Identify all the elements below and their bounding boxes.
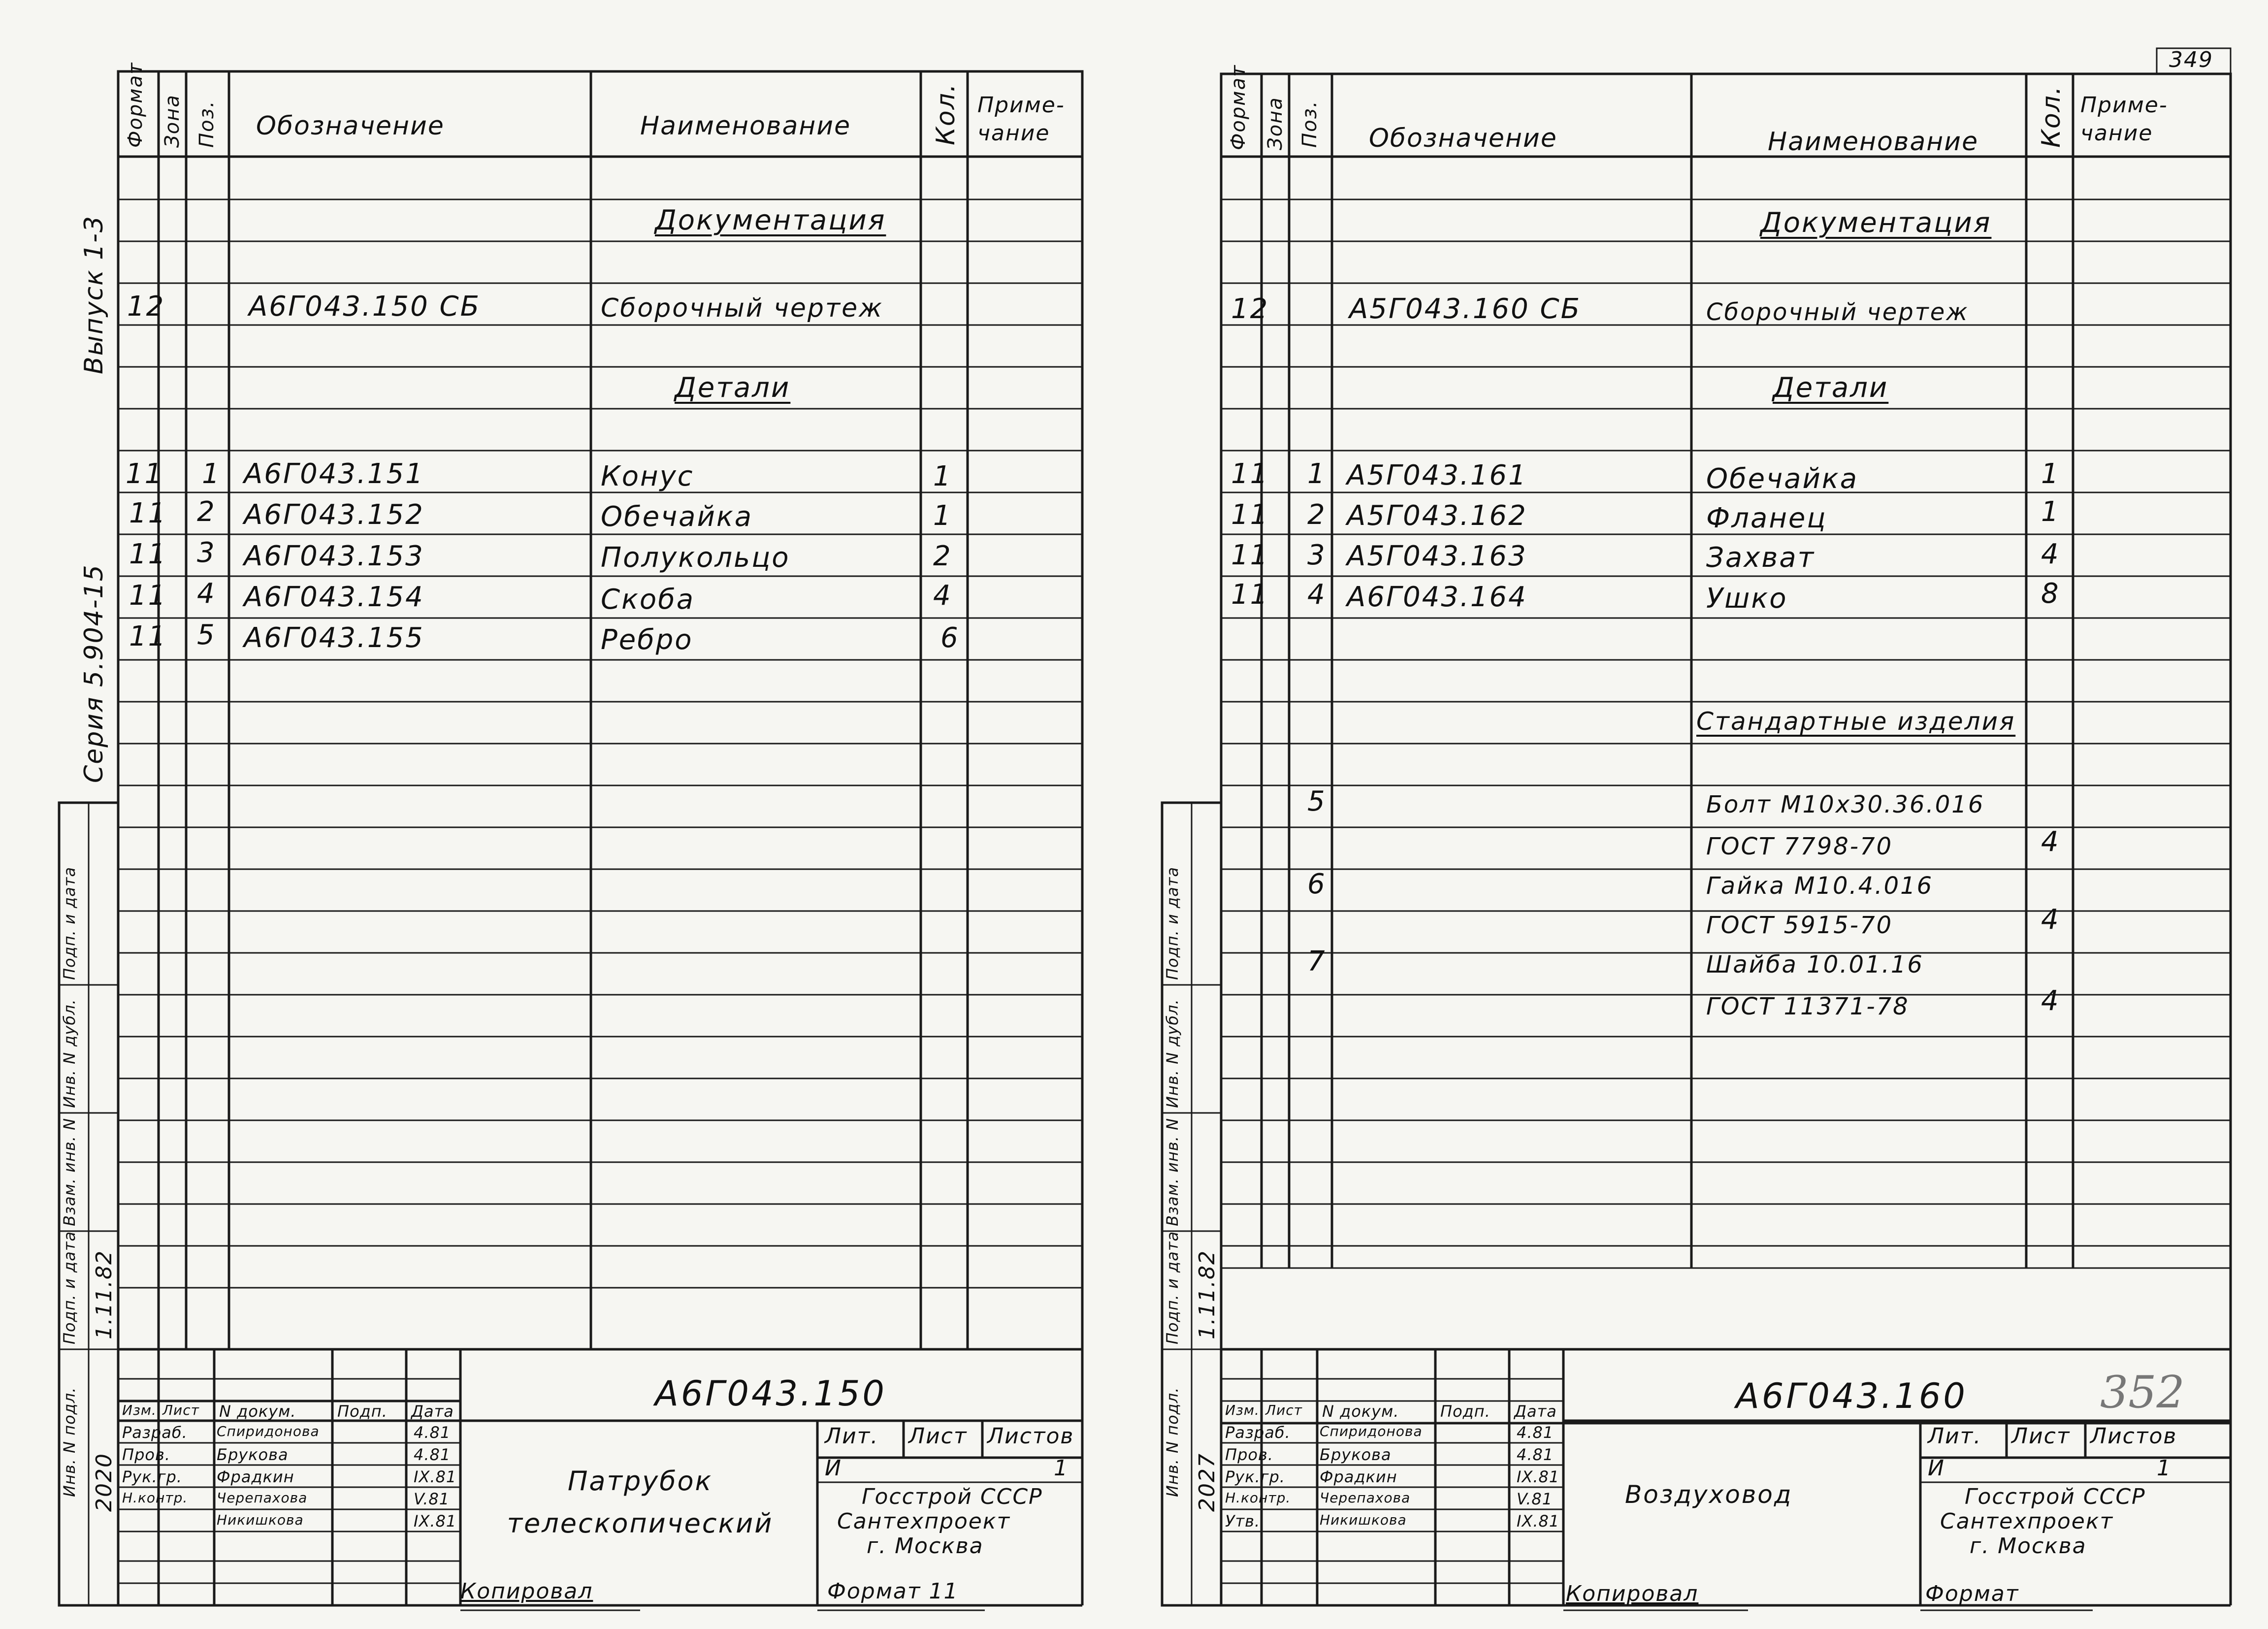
spec-format: 12 [127,291,165,323]
side-inv-no: 2027 [1195,1453,1220,1512]
spec-designation: А5Г043.163 [1347,540,1527,572]
side-dup: Инв. N дубл. [1163,999,1182,1108]
tb-copied: Копировал [460,1579,593,1604]
tb-head-doc: N докум. [1322,1402,1399,1421]
tb-head-list: Лист [162,1402,199,1418]
side-date-hand: 1.11.82 [92,1250,117,1339]
tb-listov-val: 1 [1054,1456,1069,1481]
side-date-hand: 1.11.82 [1195,1250,1220,1339]
spec-heading: Детали [675,372,791,404]
page-stamp: 352 [2100,1367,2185,1418]
spec-name: Фланец [1706,502,1827,534]
header-zone: Зона [1264,97,1287,150]
header-pos: Поз. [1298,100,1321,148]
tb-role-name: Спиридонова [217,1423,320,1439]
spec-format: 11 [1231,458,1269,490]
side-sig-date: Подп. и дата [1163,867,1182,980]
side-zam: Взам. инв. N [1163,1118,1182,1226]
tb-role: Пров. [122,1445,170,1464]
header-designation: Обозначение [1369,124,1557,153]
tb-head-date: Дата [1514,1402,1557,1421]
tb-product: Воздуховод [1625,1480,1793,1509]
spec-format: 11 [1231,539,1269,571]
spec-pos: 2 [1307,499,1327,531]
tb-org1: Госстрой СССР [862,1484,1043,1509]
spec-format: 11 [126,458,164,490]
tb-product: Патрубок телескопический [507,1466,774,1539]
spec-name: Обечайка [601,501,753,533]
tb-role: Утв. [1225,1512,1261,1531]
tb-designation: А6Г043.160 [1736,1376,1968,1416]
spec-format: 11 [1231,499,1269,531]
spec-pos: 4 [1307,579,1327,611]
tb-role-name: Фрадкин [1320,1467,1397,1486]
spec-pos: 3 [1307,539,1327,571]
tb-role-name: Спиридонова [1320,1423,1423,1439]
spec-designation: А5Г043.162 [1347,500,1527,532]
tb-head-list: Лист [1265,1402,1302,1418]
side-inv: Инв. N подл. [1163,1387,1182,1497]
tb-role-date: 4.81 [414,1445,451,1464]
tb-role-date: IX.81 [1517,1512,1560,1531]
tb-role-name: Черепахова [1320,1490,1411,1506]
tb-copied: Копировал [1566,1581,1699,1606]
tb-role-name: Брукова [1320,1445,1392,1464]
spec-qty: 1 [2041,458,2060,490]
header-name: Наименование [1768,127,1979,157]
spec-designation: А6Г043.152 [244,499,424,531]
tb-lit: Лит. [825,1424,879,1449]
spec-qty: 4 [2041,985,2060,1017]
grid-lines-left [0,0,1133,1629]
tb-org2: Сантехпроект [837,1509,1011,1534]
tb-role-date: 4.81 [414,1423,451,1442]
spec-designation: А5Г043.160 СБ [1349,293,1582,325]
tb-lit-val: И [1928,1456,1945,1481]
spec-qty: 4 [2041,904,2060,936]
spec-heading: Документация [1760,207,1992,239]
spec-name: Полукольцо [601,542,790,574]
tb-role-name: Брукова [217,1445,289,1464]
spec-designation: А6Г043.150 СБ [249,291,481,323]
spec-format: 11 [129,620,167,652]
spec-name: Гайка М10.4.016 [1706,872,1934,900]
tb-role: Н.контр. [122,1490,188,1506]
tb-head-izm: Изм. [1225,1402,1260,1418]
tb-listov: Листов [987,1424,1074,1449]
tb-org3: г. Москва [867,1533,984,1559]
spec-format: 11 [129,580,167,612]
spec-format: 11 [1231,579,1269,611]
spec-name: Обечайка [1706,463,1859,495]
tb-role-date: V.81 [414,1490,450,1508]
tb-role: Рук.гр. [1225,1467,1286,1486]
spec-pos: 3 [197,537,216,569]
side-sig-date: Подп. и дата [60,867,79,980]
tb-role: Рук.гр. [122,1467,183,1486]
tb-role-date: 4.81 [1517,1445,1554,1464]
tb-format: Формат [1925,1581,2019,1606]
spec-pos: 5 [197,619,216,651]
spec-name: ГОСТ 7798-70 [1706,833,1893,860]
header-designation: Обозначение [256,111,445,141]
grid-lines-right [1133,0,2268,1629]
spec-designation: А6Г043.154 [244,581,424,613]
tb-listov: Листов [2090,1424,2177,1449]
tb-list: Лист [2011,1424,2071,1449]
spec-pos: 7 [1307,945,1327,977]
spec-pos: 4 [197,578,216,610]
spec-pos: 6 [1307,868,1327,900]
spec-designation: А6Г043.155 [244,622,424,654]
side-inv-no: 2020 [92,1453,117,1512]
side-zam: Взам. инв. N [60,1118,79,1226]
spec-heading: Стандартные изделия [1696,707,2016,736]
tb-role-name: Никишкова [1320,1512,1407,1528]
tb-role: Разраб. [1225,1423,1291,1442]
header-format: Формат [124,62,147,148]
sheet-left [0,0,1133,1629]
side-inv: Инв. N подл. [60,1387,79,1497]
side-dup: Инв. N дубл. [60,999,79,1108]
spec-name: Сборочный чертеж [601,293,883,323]
spec-pos: 2 [197,496,216,528]
sheet-right [1133,0,2268,1629]
spec-qty: 1 [933,500,952,532]
header-name: Наименование [640,111,851,141]
spec-heading: Документация [655,204,886,236]
spec-pos: 1 [1307,458,1327,490]
tb-role: Разраб. [122,1423,188,1442]
spec-name: ГОСТ 11371-78 [1706,993,1910,1020]
header-qty: Кол. [931,83,961,145]
tb-head-date: Дата [411,1402,454,1421]
spec-designation: А6Г043.164 [1347,581,1527,613]
spec-qty: 4 [2041,826,2060,858]
tb-role-name: Никишкова [217,1512,304,1528]
spec-qty: 8 [2041,578,2060,610]
tb-head-sign: Подп. [1440,1402,1490,1421]
header-note: Приме-чание [2080,93,2168,146]
spec-name: Захват [1706,542,1815,574]
spec-qty: 1 [2041,496,2060,528]
spec-name: Ушко [1706,583,1788,615]
spec-name: Сборочный чертеж [1706,298,1969,326]
tb-org1: Госстрой СССР [1965,1484,2146,1509]
tb-role: Пров. [1225,1445,1273,1464]
header-pos: Поз. [195,100,218,148]
tb-role-name: Черепахова [217,1490,308,1506]
tb-head-sign: Подп. [337,1402,388,1421]
spec-qty: 4 [2041,538,2060,570]
spec-format: 12 [1231,293,1269,325]
tb-role-date: IX.81 [1517,1467,1560,1486]
tb-listov-val: 1 [2157,1456,2171,1481]
tb-role-date: 4.81 [1517,1423,1554,1442]
spec-qty: 4 [933,580,952,612]
spec-format: 11 [129,497,167,529]
spec-designation: А6Г043.151 [244,458,424,490]
header-zone: Зона [161,94,184,148]
tb-head-izm: Изм. [122,1402,157,1418]
header-format: Формат [1227,64,1250,150]
spec-qty: 6 [940,622,960,654]
tb-lit-val: И [825,1456,842,1481]
spec-qty: 2 [933,540,952,572]
spec-qty: 1 [933,460,952,492]
side-sig-date2: Подп. и дата [60,1231,79,1344]
tb-org2: Сантехпроект [1940,1509,2114,1534]
spec-designation: А5Г043.161 [1347,459,1527,491]
spec-name: Конус [601,460,694,492]
side-issue: Выпуск 1-3 [79,215,109,374]
spec-heading: Детали [1773,372,1889,404]
spec-pos: 5 [1307,785,1327,817]
spec-name: Шайба 10.01.16 [1706,951,1924,978]
spec-name: Скоба [601,584,695,616]
spec-name: Болт М10х30.36.016 [1706,791,1985,818]
tb-head-doc: N докум. [219,1402,296,1421]
side-series: Серия 5.904-15 [79,564,109,783]
tb-role-date: IX.81 [414,1467,457,1486]
tb-role-date: V.81 [1517,1490,1553,1508]
tb-role-date: IX.81 [414,1512,457,1531]
top-page-number: 349 [2169,47,2213,72]
spec-pos: 1 [202,458,221,490]
spec-format: 11 [129,538,167,570]
spec-name: Ребро [601,624,693,656]
spec-designation: А6Г043.153 [244,540,424,572]
tb-role: Н.контр. [1225,1490,1291,1506]
tb-designation: А6Г043.150 [655,1373,887,1414]
tb-lit: Лит. [1928,1424,1982,1449]
tb-org3: г. Москва [1970,1533,2087,1559]
tb-role-name: Фрадкин [217,1467,294,1486]
header-qty: Кол. [2037,85,2066,148]
side-sig-date2: Подп. и дата [1163,1231,1182,1344]
tb-format: Формат 11 [827,1579,959,1604]
spec-name: ГОСТ 5915-70 [1706,912,1893,939]
header-note: Приме-чание [977,93,1065,146]
tb-list: Лист [908,1424,968,1449]
